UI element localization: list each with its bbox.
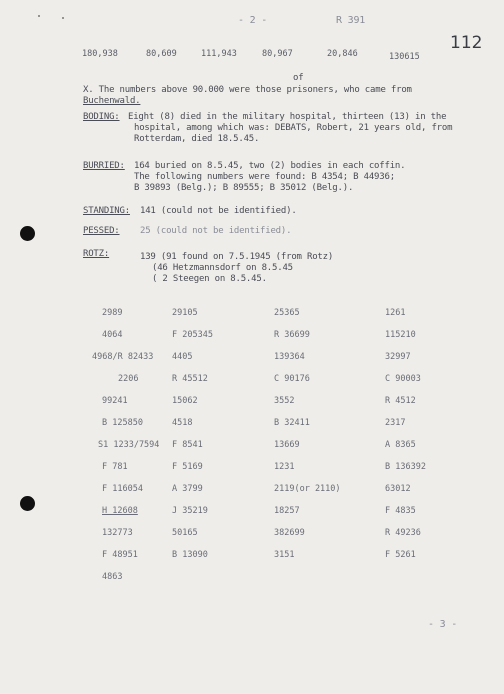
number-cell: 63012 <box>385 484 411 494</box>
number-cell: 4064 <box>102 330 123 340</box>
number-cell: F 4835 <box>385 506 416 516</box>
number-cell: J 35219 <box>172 506 208 516</box>
number-cell: B 32411 <box>274 418 310 428</box>
number-cell: R 49236 <box>385 528 421 538</box>
tally-cell: 130615 <box>389 52 420 62</box>
boding-line: hospital, among which was: DEBATS, Robert, 21 years old, from <box>134 123 453 133</box>
tally-cell: 80,967 <box>262 49 293 59</box>
folio-number: 112 <box>450 33 483 53</box>
number-cell: H 12608 <box>102 506 138 516</box>
section-label-peste: PESSED: <box>83 226 120 236</box>
number-cell: F 116054 <box>102 484 143 494</box>
next-page-label: - 3 - <box>428 619 458 630</box>
number-cell: 4968/R 82433 <box>92 352 154 362</box>
number-cell: 115210 <box>385 330 416 340</box>
buried-line: The following numbers were found: B 4354; B 44936; <box>134 172 395 182</box>
rotz-line: 139 (91 found on 7.5.1945 (from Rotz) <box>140 252 334 262</box>
number-cell: F 5169 <box>172 462 203 472</box>
rotz-line: ( 2 Steegen on 8.5.45. <box>152 274 267 284</box>
number-cell: R 4512 <box>385 396 416 406</box>
speck <box>62 17 64 19</box>
tally-cell: 80,609 <box>146 49 177 59</box>
number-cell: 13669 <box>274 440 300 450</box>
punch-hole-bottom <box>20 496 35 511</box>
number-cell: B 136392 <box>385 462 426 472</box>
number-cell: F 8541 <box>172 440 203 450</box>
tally-cell: 20,846 <box>327 49 358 59</box>
number-cell: 132773 <box>102 528 133 538</box>
rotz-line: (46 Hetzmannsdorf on 8.5.45 <box>152 263 293 273</box>
number-cell: B 13090 <box>172 550 208 560</box>
number-cell: C 90003 <box>385 374 421 384</box>
number-cell: 1261 <box>385 308 406 318</box>
number-cell: A 3799 <box>172 484 203 494</box>
number-cell: 3151 <box>274 550 295 560</box>
number-cell: A 8365 <box>385 440 416 450</box>
number-cell: 382699 <box>274 528 305 538</box>
number-cell: F 5261 <box>385 550 416 560</box>
number-cell: 4518 <box>172 418 193 428</box>
standing-text: 141 (could not be identified). <box>140 206 297 216</box>
tally-cell: 180,938 <box>82 49 118 59</box>
boding-line: Rotterdam, died 18.5.45. <box>134 134 260 144</box>
number-cell: 32997 <box>385 352 411 362</box>
boding-line: Eight (8) died in the military hospital, thirteen (13) in the <box>128 112 447 122</box>
section-label-buried: BURRIED: <box>83 161 125 171</box>
number-cell: 2119(or 2110) <box>274 484 341 494</box>
page-label: - 2 - <box>238 15 268 26</box>
number-cell: R 36699 <box>274 330 310 340</box>
number-cell: 4863 <box>102 572 123 582</box>
number-cell: 99241 <box>102 396 128 406</box>
tally-of: of <box>293 73 304 83</box>
number-cell: F 781 <box>102 462 128 472</box>
number-cell: 139364 <box>274 352 305 362</box>
number-cell: F 205345 <box>172 330 213 340</box>
number-cell: 4405 <box>172 352 193 362</box>
number-cell: 2206 <box>118 374 139 384</box>
footnote-line: X. The numbers above 90.000 were those prisoners, who came from <box>83 85 412 95</box>
number-cell: S1 1233/7594 <box>98 440 160 450</box>
number-cell: R 45512 <box>172 374 208 384</box>
buried-line: 164 buried on 8.5.45, two (2) bodies in each coffin. <box>134 161 406 171</box>
section-label-rotz: ROTZ: <box>83 249 110 259</box>
section-label-boding: BODING: <box>83 112 120 122</box>
peste-text: 25 (could not be identified). <box>140 226 292 236</box>
number-cell: 29105 <box>172 308 198 318</box>
number-cell: 2317 <box>385 418 406 428</box>
punch-hole-top <box>20 226 35 241</box>
number-cell: 50165 <box>172 528 198 538</box>
number-cell: B 125850 <box>102 418 143 428</box>
speck <box>38 15 40 17</box>
number-cell: 1231 <box>274 462 295 472</box>
footnote-line: Buchenwald. <box>83 96 141 106</box>
number-cell: 15062 <box>172 396 198 406</box>
number-cell: 25365 <box>274 308 300 318</box>
number-cell: 3552 <box>274 396 295 406</box>
number-cell: 2989 <box>102 308 123 318</box>
section-label-standing: STANDING: <box>83 206 130 216</box>
buried-line: B 39893 (Belg.); B 89555; B 35012 (Belg.). <box>134 183 354 193</box>
number-cell: 18257 <box>274 506 300 516</box>
number-cell: C 90176 <box>274 374 310 384</box>
number-cell: F 48951 <box>102 550 138 560</box>
reference-number: R 391 <box>336 15 366 26</box>
tally-cell: 111,943 <box>201 49 237 59</box>
